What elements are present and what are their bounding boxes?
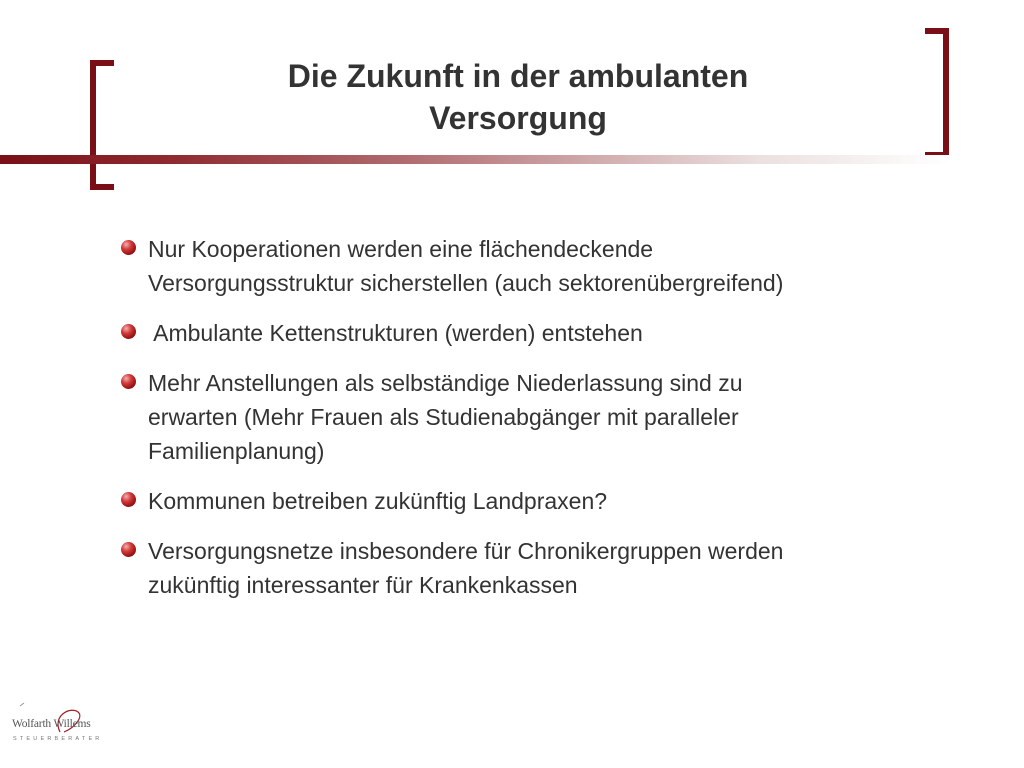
slide-title [160,55,876,139]
bullet-text-line: Familienplanung) [148,438,325,464]
bullet-dot-icon [121,324,136,339]
bullet-item [120,232,950,300]
bullet-dot-icon [121,492,136,507]
logo-name: Wolfarth Willems [12,718,91,730]
bullet-text-line: Versorgungsstruktur sicherstellen (auch sektorenübergreifend) [148,270,784,296]
bullet-dot-icon [121,374,136,389]
title-underline-rule [0,155,950,164]
right-bracket-decoration [925,28,949,158]
bullet-text-line: Mehr Anstellungen als selbständige Niederlassung sind zu [148,370,743,396]
slide-title-line-1: Die Zukunft in der ambulanten [287,58,749,94]
logo-subtitle: STEUERBERATER [13,736,103,742]
bullet-text-line: Nur Kooperationen werden eine flächendeckende [148,236,654,262]
bullet-dot-icon [121,542,136,557]
bullet-item [120,534,950,602]
bullet-dot-icon [121,240,136,255]
bullet-text-line: erwarten (Mehr Frauen als Studienabgänger mit paralleler [148,404,739,430]
bullet-text-line: Ambulante Kettenstrukturen (werden) entstehen [148,320,643,346]
bullet-item [120,484,950,518]
bullet-list [120,232,950,618]
bullet-text-line: Versorgungsnetze insbesondere für Chronikergruppen werden [148,538,784,564]
bullet-text-line: Kommunen betreiben zukünftig Landpraxen? [148,488,608,514]
bullet-item [120,316,950,350]
left-bracket-decoration [90,60,114,190]
slide-title-line-2: Versorgung [429,100,607,136]
bullet-text-line: zukünftig interessanter für Krankenkassen [148,572,578,598]
bullet-item [120,366,950,468]
company-logo [12,702,112,748]
